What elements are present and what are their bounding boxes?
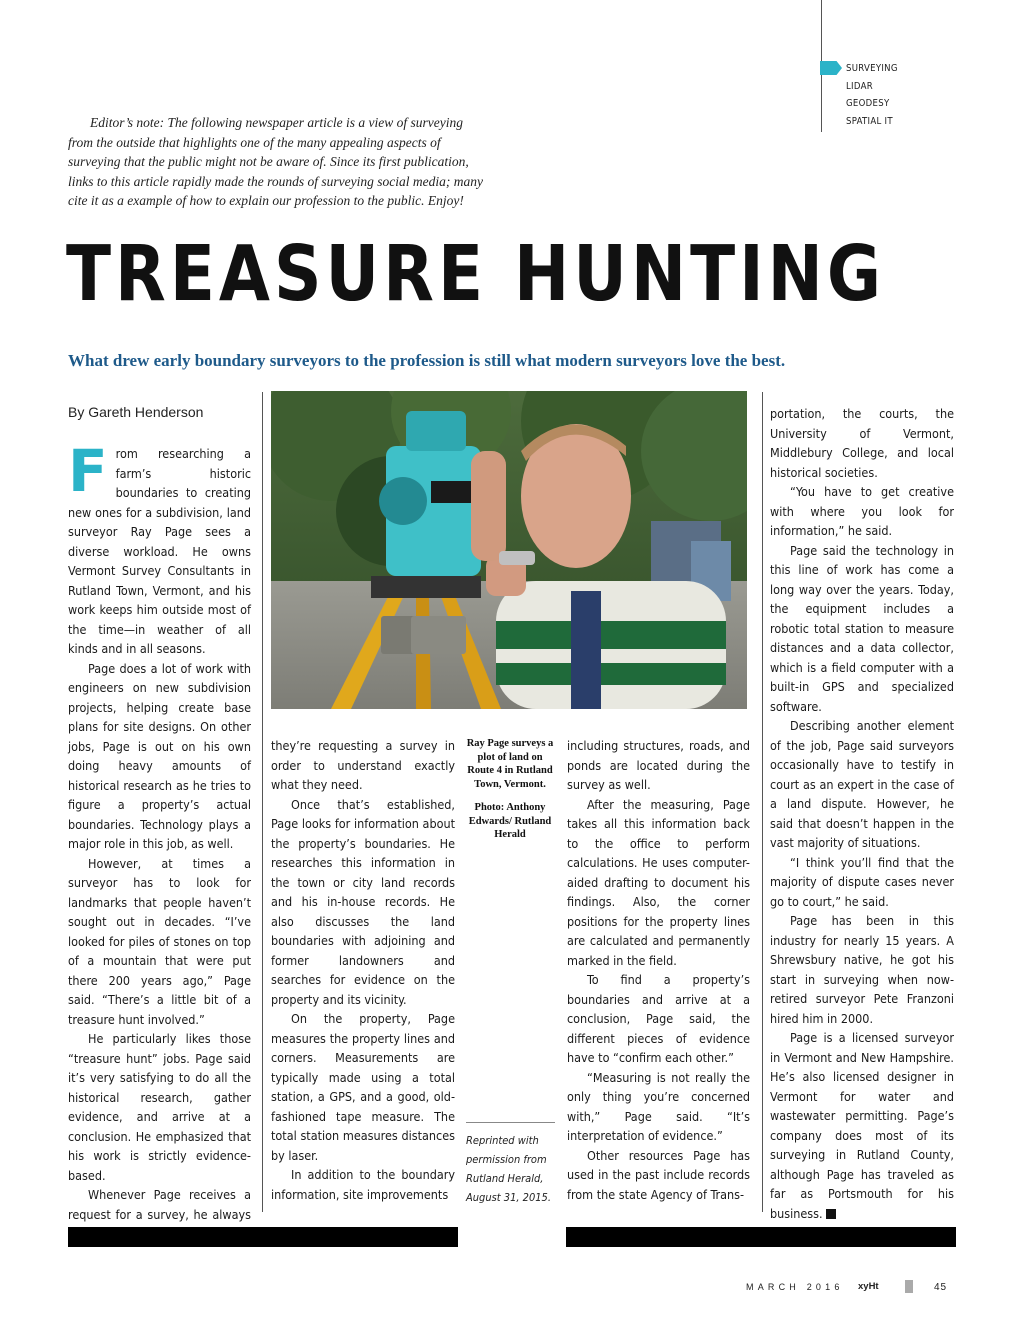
article-column-2 bbox=[271, 736, 455, 1204]
article-column-4 bbox=[770, 404, 954, 1223]
paragraph: “You have to get creative with where you look for information,” he said. bbox=[770, 484, 954, 538]
headline: TREASURE HUNTING bbox=[66, 229, 886, 319]
reprint-divider bbox=[466, 1122, 555, 1123]
tag-item: LIDAR bbox=[846, 80, 873, 92]
caption-text: Ray Page surveys a plot of land on Route 4 in Rutland Town, Vermont. bbox=[466, 738, 554, 790]
end-mark-icon bbox=[826, 1209, 836, 1219]
footer-block bbox=[905, 1280, 913, 1293]
tag-item: GEODESY bbox=[846, 98, 890, 109]
tag-arrow-icon bbox=[820, 61, 842, 75]
tag-item: SURVEYING bbox=[846, 63, 898, 74]
paragraph: Describing another element of the job, Page said surveyors occasionally have to testify in court as an expert in the case of a land dispute. However, he said that doesn’t happen in the vast majority of situations. bbox=[770, 718, 954, 850]
footer-issue-date: MARCH 2016 bbox=[746, 1282, 844, 1292]
byline: By Gareth Henderson bbox=[68, 404, 204, 420]
paragraph: Whenever Page receives a request for a survey, he always bbox=[68, 1187, 251, 1222]
deck-subtitle: What drew early boundary surveyors to the profession is still what modern surveyors love the best. bbox=[68, 351, 786, 370]
column-rule-1 bbox=[262, 392, 263, 1212]
surveyor-photo bbox=[271, 391, 747, 709]
footer-bar-right bbox=[566, 1227, 956, 1247]
lead-paragraph bbox=[68, 437, 251, 659]
paragraph: On the property, Page measures the property lines and corners. Measurements are typically made using a total station, a GPS, and a good, old-fashioned tape measure. The total station measures distances by laser. bbox=[271, 1011, 455, 1163]
paragraph: Page does a lot of work with engineers on new subdivision projects, helping create base plans for site designs. On other jobs, Page is out on his own doing heavy amounts of historical research as he tries to figure a property’s actual boundaries. Technology plays a major role in this job, as well. bbox=[68, 660, 251, 851]
footer-brand: xyHt bbox=[858, 1281, 879, 1292]
paragraph: To find a property’s boundaries and arrive at a conclusion, Page said, the different pieces of evidence have to “confirm each other.” bbox=[567, 972, 750, 1065]
footer-bar-left bbox=[68, 1227, 458, 1247]
article-column-3 bbox=[567, 736, 750, 1204]
drop-cap: F bbox=[68, 437, 108, 505]
tag-item: SPATIAL IT bbox=[846, 115, 893, 127]
paragraph: Page said the technology in this line of work has come a long way over the years. Today, the equipment includes a robotic total station to measure distances and a data collector, which is a field computer with a built-in GPS and specialized software. bbox=[770, 542, 954, 714]
paragraph: He particularly likes those “treasure hunt” jobs. Page said it’s very satisfying to do all the historical research, gather evidence, and arrive at a conclusion. He emphasized that his work is strictly evidence-based. bbox=[68, 1031, 251, 1183]
reprint-note: Reprinted with permission from Rutland Herald, August 31, 2015. bbox=[466, 1134, 551, 1204]
tag-list bbox=[846, 60, 898, 130]
paragraph: Other resources Page has used in the past include records from the state Agency of Trans- bbox=[567, 1147, 750, 1202]
lead-text: rom researching a farm’s historic boundaries to creating new ones for a subdivision, land surveyor Ray Page sees a diverse workload. He owns Vermont Survey Consultants in Rutland Town, Vermont, and his work keeps him outside most of the time—in weather of all kinds and in all seasons. bbox=[68, 446, 251, 656]
editors-note: Editor’s note: The following newspaper article is a view of surveying from the outside that highlights one of the many appealing aspects of surveying that the public might not be aware of. Since its first publication, links to this article rapidly made the rounds of surveying social media; many cite it as a example of how to explain our profession to the public. Enjoy! bbox=[68, 115, 483, 209]
article-column-1 bbox=[68, 437, 251, 1244]
paragraph: Once that’s established, Page looks for information about the property’s boundaries. He researches this information in the town or city land records and his in-house records. He also discusses the land boundaries with adjoining and former landowners and searches for evidence on the property and its vicinity. bbox=[271, 796, 455, 1007]
photo-credit: Photo: Anthony Edwards/ Rutland Herald bbox=[468, 802, 552, 840]
paragraph: they’re requesting a survey in order to understand exactly what they need. bbox=[271, 738, 455, 792]
paragraph: portation, the courts, the University of Vermont, Middlebury College, and local historical societies. bbox=[770, 406, 954, 480]
paragraph: “Measuring is not really the only thing you’re concerned with,” Page said. “It’s interpretation of evidence.” bbox=[567, 1069, 750, 1143]
paragraph bbox=[770, 1028, 954, 1223]
page-number: 45 bbox=[934, 1282, 948, 1293]
paragraph: After the measuring, Page takes all this information back to the office to perform calculations. He uses computer-aided drafting to document his findings. Also, the corner positions for the property lines are calculated and permanently marked in the field. bbox=[567, 796, 750, 968]
photo-caption bbox=[464, 737, 556, 842]
paragraph: including structures, roads, and ponds are located during the survey as well. bbox=[567, 738, 750, 792]
closing-text: Page is a licensed surveyor in Vermont and New Hampshire. He’s also licensed designer in Vermont for water and wastewater permitting. Page’s company does most of its surveying in Rutland County, although Page has traveled as far as Portsmouth for his business. bbox=[770, 1030, 954, 1221]
paragraph: However, at times a surveyor has to look for landmarks that people haven’t sought out in decades. “I’ve looked for piles of stones on top of a mountain that were put there 200 years ago,” Page said. “There’s a little bit of a treasure hunt involved.” bbox=[68, 855, 251, 1027]
column-rule-2 bbox=[762, 392, 763, 1212]
paragraph: Page has been in this industry for nearly 15 years. A Shrewsbury native, he got his start in surveying when now-retired surveyor Pete Franzoni hired him in 2000. bbox=[770, 913, 954, 1026]
paragraph: “I think you’ll find that the majority of dispute cases never go to court,” he said. bbox=[770, 854, 954, 909]
paragraph: In addition to the boundary information, site improvements bbox=[271, 1167, 455, 1202]
